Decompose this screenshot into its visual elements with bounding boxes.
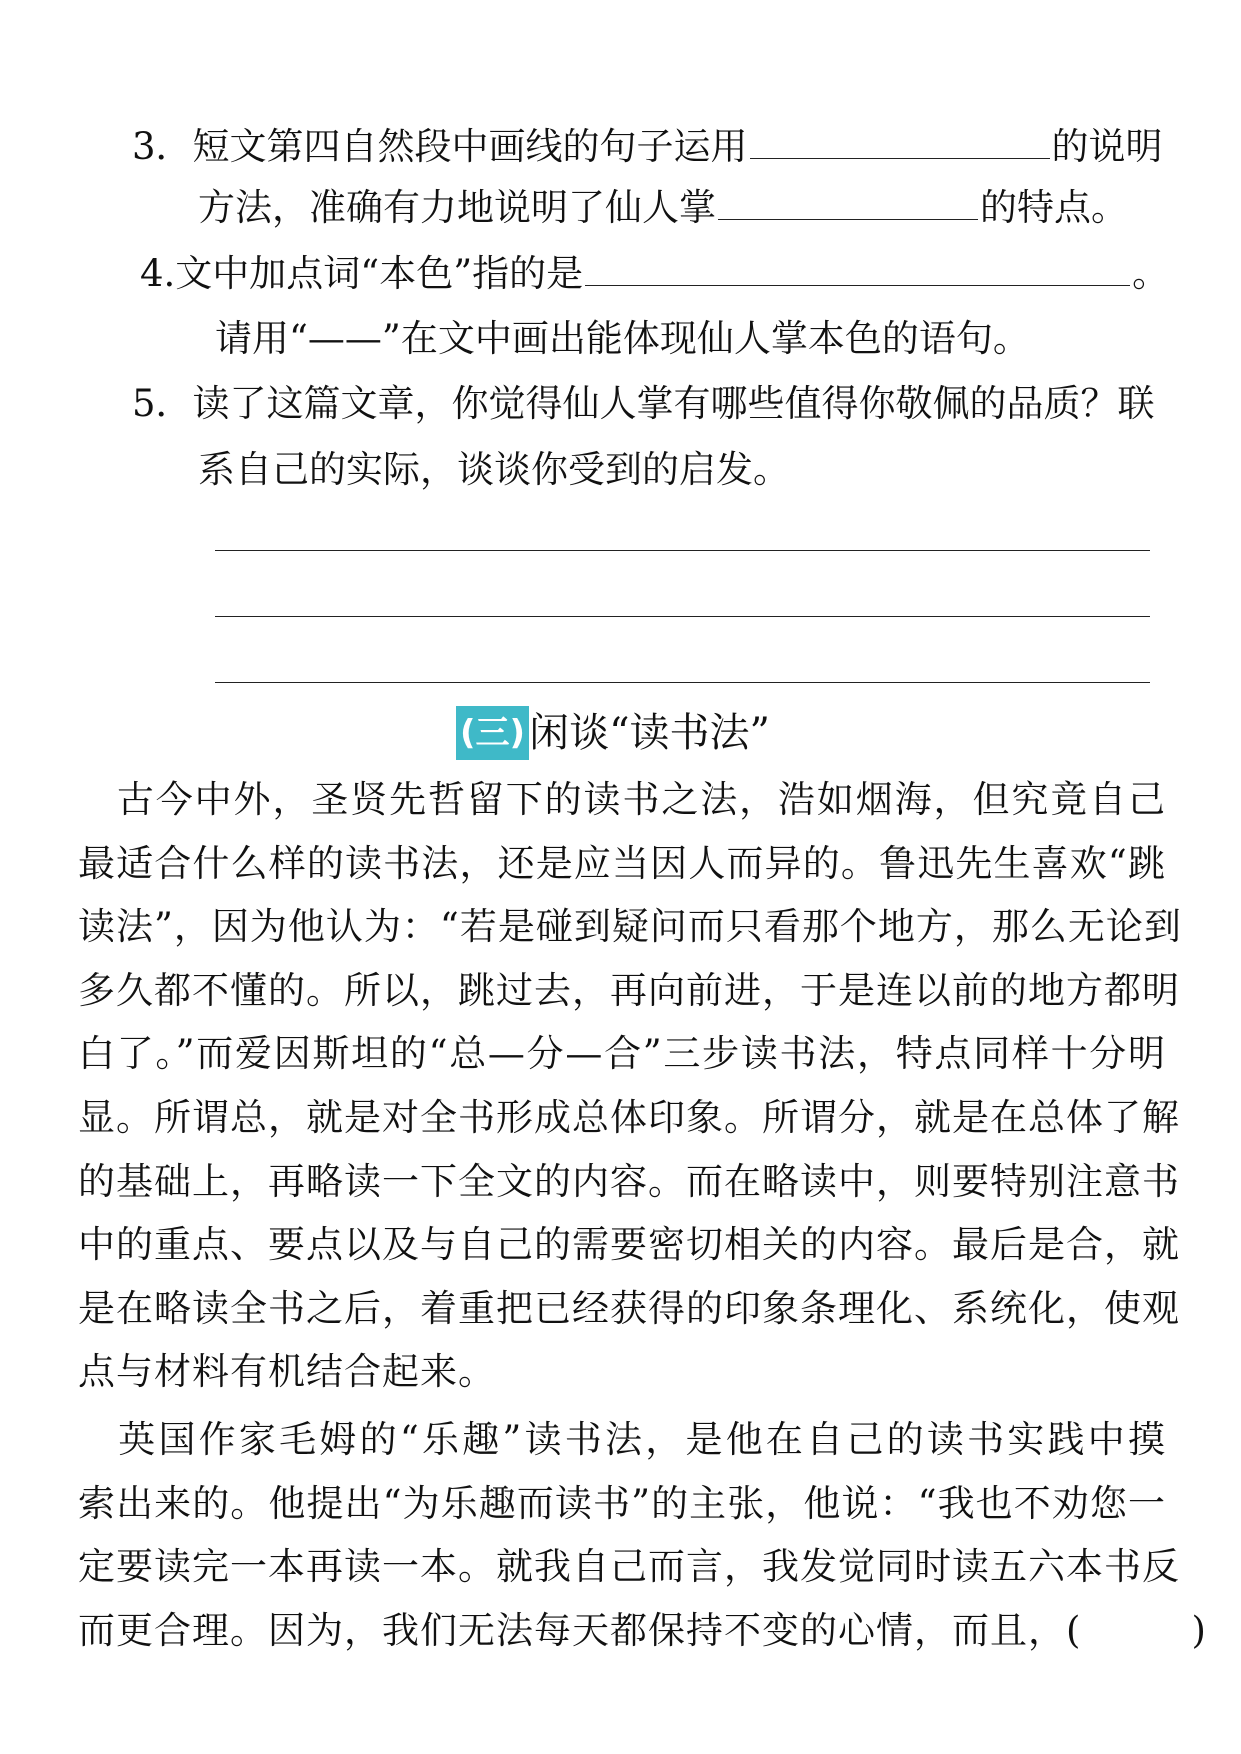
q3-text-4: 的特点。 [980, 186, 1128, 229]
passage-line: 定要读完一本再读一本。就我自己而言，我发觉同时读五六本书反 [78, 1545, 1180, 1589]
passage-line: 英国作家毛姆的“乐趣”读书法，是他在自己的读书实践中摸 [78, 1418, 1166, 1461]
q3-blank-1[interactable] [750, 124, 1050, 159]
passage-line: 中的重点、要点以及与自己的需要密切相关的内容。最后是合，就 [78, 1223, 1180, 1267]
answer-line-2[interactable] [215, 616, 1150, 617]
passage-text: 而更合理。因为，我们无法每天都保持不变的心情，而且，( [78, 1608, 1082, 1652]
passage-line: 是在略读全书之后，着重把已经获得的印象条理化、系统化，使观 [78, 1286, 1180, 1330]
passage-line: 古今中外，圣贤先哲留下的读书之法，浩如烟海，但究竟自己 [78, 778, 1166, 821]
passage-line: 白了。”而爱因斯坦的“总—分—合”三步读书法，特点同样十分明 [78, 1032, 1166, 1076]
passage-line: 的基础上，再略读一下全文的内容。而在略读中，则要特别注意书 [78, 1159, 1180, 1203]
section-badge: (三) [456, 706, 529, 760]
q4-line2: 请用“——”在文中画出能体现仙人掌本色的语句。 [215, 317, 1030, 360]
passage-line-last [78, 1599, 1207, 1663]
answer-line-1[interactable] [215, 550, 1150, 551]
passage-paragraph-1 [78, 768, 1182, 1404]
passage-line: 点与材料有机结合起来。 [78, 1350, 496, 1394]
passage-text: ) [1191, 1608, 1207, 1652]
passage-line: 读法”，因为他认为：“若是碰到疑问而只看那个地方，那么无论到 [78, 905, 1182, 949]
passage-line: 多久都不懂的。所以，跳过去，再向前进，于是连以前的地方都明 [78, 968, 1180, 1012]
q4-line1 [140, 250, 1169, 298]
q3-text-1: 3．短文第四自然段中画线的句子运用 [132, 125, 748, 168]
section-title-text: 闲谈“读书法” [529, 710, 770, 756]
q5-line2: 系自己的实际，谈谈你受到的启发。 [198, 448, 790, 491]
section-title [456, 706, 770, 760]
passage-line: 索出来的。他提出“为乐趣而读书”的主张，他说：“我也不劝您一 [78, 1481, 1166, 1525]
q3-text-3: 方法，准确有力地说明了仙人掌 [198, 186, 716, 229]
q3-blank-2[interactable] [718, 185, 978, 220]
answer-line-3[interactable] [215, 682, 1150, 683]
q4-text-2: 。 [1132, 252, 1170, 295]
passage-line: 最适合什么样的读书法，还是应当因人而异的。鲁迅先生喜欢“跳 [78, 841, 1166, 885]
q3-text-2: 的说明 [1051, 125, 1163, 168]
q3-line1 [132, 123, 1163, 171]
q5-line1: 5．读了这篇文章，你觉得仙人掌有哪些值得你敬佩的品质？联 [132, 382, 1155, 425]
q3-line2 [198, 184, 1128, 232]
q4-text-1: 4.文中加点词“本色”指的是 [140, 252, 584, 295]
passage-paragraph-2 [78, 1408, 1207, 1662]
passage-line: 显。所谓总，就是对全书形成总体印象。所谓分，就是在总体了解 [78, 1095, 1180, 1139]
q4-blank[interactable] [585, 251, 1130, 286]
